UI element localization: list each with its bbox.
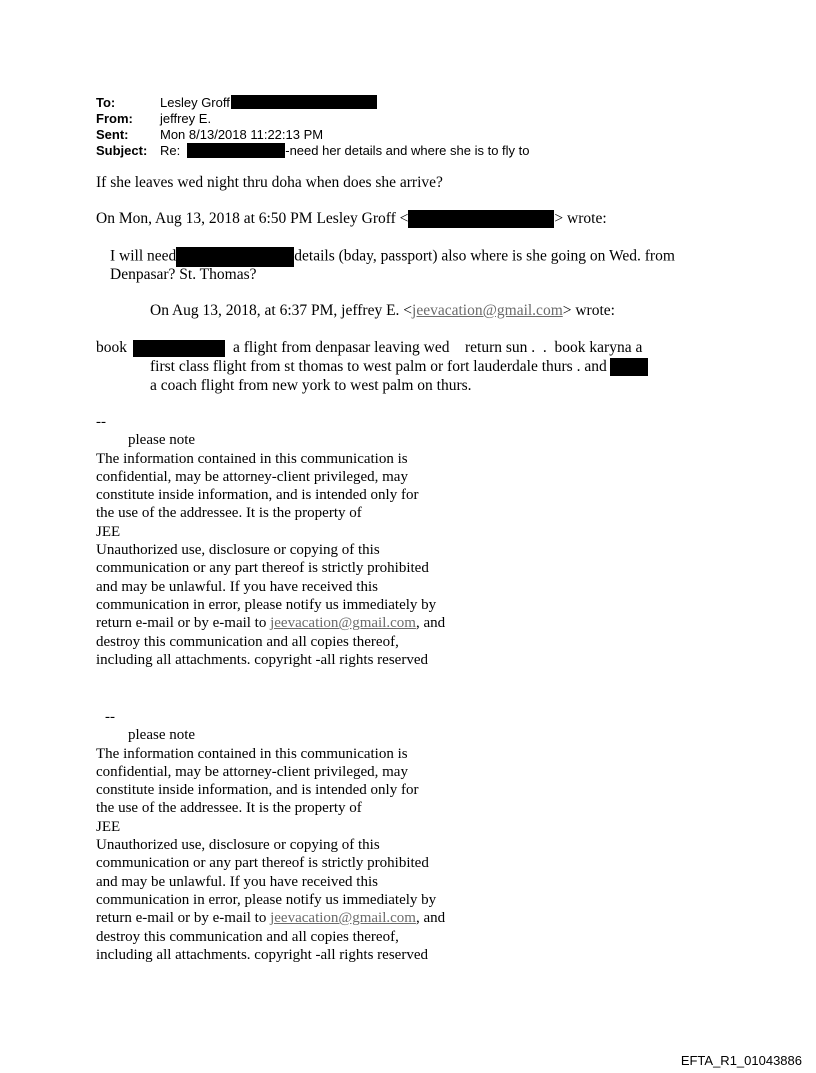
disclaimer-block	[96, 708, 445, 964]
disclaimer-line: confidential, may be attorney-client privileged, may	[96, 763, 408, 780]
redaction-box	[187, 143, 285, 158]
email-link[interactable]: jeevacation@gmail.com	[270, 615, 416, 632]
disclaimer-line: Unauthorized use, disclosure or copying of this	[96, 837, 380, 854]
email-link[interactable]: jeevacation@gmail.com	[412, 302, 563, 319]
disclaimer-line: constitute inside information, and is intended only for	[96, 782, 419, 799]
disclaimer-line: Unauthorized use, disclosure or copying of this	[96, 542, 380, 559]
subject-row	[96, 143, 530, 159]
quote2-intro	[150, 302, 615, 320]
disclaimer-line: destroy this communication and all copies thereof,	[96, 928, 399, 945]
disclaimer-line: JEE	[96, 523, 121, 540]
disclaimer-line: and may be unlawful. If you have received this	[96, 873, 378, 890]
disclaimer-line: communication or any part thereof is strictly prohibited	[96, 855, 429, 872]
please-note: please note	[128, 432, 196, 449]
email-header	[96, 95, 530, 159]
disclaimer-line: the use of the addressee. It is the property of	[96, 800, 362, 817]
disclaimer-line: confidential, may be attorney-client privileged, may	[96, 468, 408, 485]
quote2-line2	[150, 358, 648, 376]
redaction-box	[610, 358, 648, 376]
from-row	[96, 111, 530, 127]
sent-row	[96, 127, 530, 143]
quote1-line1	[110, 247, 675, 267]
email-link[interactable]: jeevacation@gmail.com	[270, 910, 416, 927]
separator: --	[105, 709, 115, 725]
quote1-intro	[96, 210, 607, 228]
reply-line: If she leaves wed night thru doha when does she arrive?	[96, 174, 443, 191]
disclaimer-line: The information contained in this communication is	[96, 450, 408, 467]
quote2-line2-a: first class flight from st thomas to west palm or fort lauderdale thurs . and	[150, 358, 607, 375]
disclaimer-line: communication or any part thereof is strictly prohibited	[96, 560, 429, 577]
return-text-end: , and	[415, 910, 446, 927]
disclaimer-line: communication in error, please notify us immediately by	[96, 891, 437, 908]
disclaimer-return-line	[96, 909, 445, 927]
return-text: return e-mail or by e-mail to	[96, 910, 271, 927]
subject-prefix: Re:	[160, 143, 181, 158]
quote1-line1-b: details (bday, passport) also where is she going on Wed. from	[294, 247, 675, 265]
subject-label: Subject:	[96, 143, 148, 158]
separator: --	[96, 414, 106, 430]
quote2-line1-a: book	[96, 339, 127, 356]
quote1-line2: Denpasar? St. Thomas?	[110, 266, 257, 283]
quote1-intro-b: > wrote:	[554, 210, 607, 227]
to-value: Lesley Groff	[160, 95, 230, 110]
quote2-line1-b: a flight from denpasar leaving wed return sun . . book karyna a	[233, 339, 643, 356]
disclaimer-line: including all attachments. copyright -all rights reserved	[96, 946, 428, 963]
disclaimer-line: communication in error, please notify us immediately by	[96, 596, 437, 613]
disclaimer-block	[96, 413, 445, 669]
redaction-box	[408, 210, 554, 228]
disclaimer-line: constitute inside information, and is intended only for	[96, 487, 419, 504]
redaction-box	[176, 247, 294, 267]
quote1-intro-a: On Mon, Aug 13, 2018 at 6:50 PM Lesley Groff <	[96, 210, 409, 227]
disclaimer-line: and may be unlawful. If you have received this	[96, 578, 378, 595]
quote2-line3: a coach flight from new york to west palm on thurs.	[150, 377, 472, 394]
redaction-box	[231, 95, 377, 109]
from-label: From:	[96, 111, 133, 126]
quote2-intro-b: > wrote:	[562, 302, 615, 319]
return-text: return e-mail or by e-mail to	[96, 615, 271, 632]
disclaimer-line: JEE	[96, 818, 121, 835]
redaction-box	[133, 340, 225, 357]
to-label: To:	[96, 95, 116, 110]
disclaimer-line: including all attachments. copyright -all rights reserved	[96, 651, 428, 668]
return-text-end: , and	[415, 615, 446, 632]
disclaimer-return-line	[96, 614, 445, 632]
from-value: jeffrey E.	[160, 111, 212, 126]
disclaimer-line: The information contained in this communication is	[96, 745, 408, 762]
please-note: please note	[128, 727, 196, 744]
subject-suffix: -need her details and where she is to fly to	[285, 143, 530, 158]
sent-value: Mon 8/13/2018 11:22:13 PM	[160, 127, 324, 142]
disclaimer-line: destroy this communication and all copies thereof,	[96, 633, 399, 650]
document-id: EFTA_R1_01043886	[680, 1053, 802, 1068]
to-row	[96, 95, 530, 111]
quote2-intro-a: On Aug 13, 2018, at 6:37 PM, jeffrey E. <	[150, 302, 413, 319]
disclaimer-line: the use of the addressee. It is the property of	[96, 505, 362, 522]
quote1-line1-a: I will need	[110, 247, 177, 265]
quote2-line1	[96, 339, 642, 357]
sent-label: Sent:	[96, 127, 129, 142]
